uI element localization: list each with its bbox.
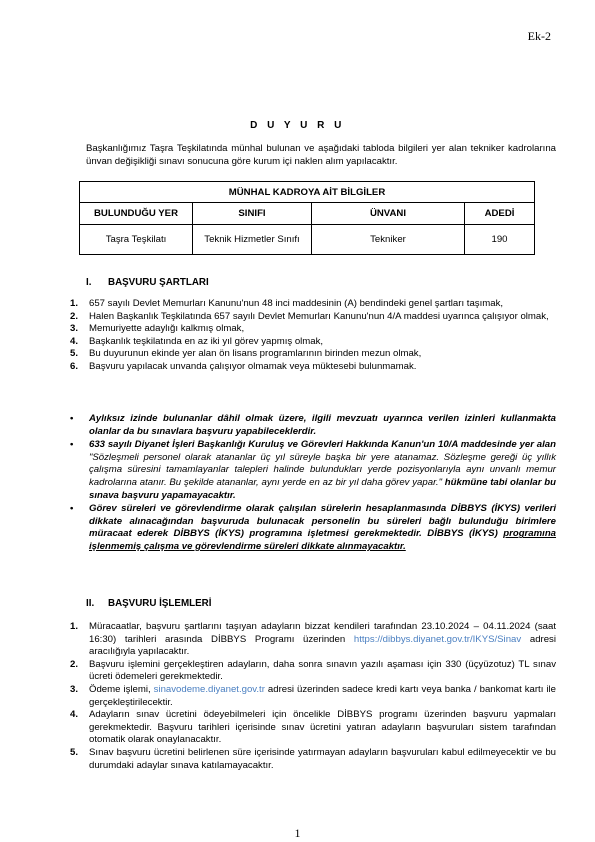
list-item: • 633 sayılı Diyanet İşleri Başkanlığı Kuruluş ve Görevleri Hakkında Kanun'un 10/A maddesinde yer alan "Sözleşmeli personel olarak atananlar üç yıl süreyle başka bir yere atanamaz. Sözleşme gereği üç yıllık çalışma süresini tamamlayanlar talepleri halinde bulundukları yerde pozisyonlarıyla aynı unvanlı memur kadrolarına atanır. Bu şekilde atananlar, aynı yerde en az bir yıl daha görev yapar." hükmüne tabi olanlar bu sınava başvuru yapamayacaktır.: [70, 439, 556, 501]
table-caption: MÜNHAL KADROYA AİT BİLGİLER: [80, 182, 535, 203]
list-item: 4. Adayların sınav ücretini ödeyebilmeleri için öncelikle DİBBYS programı üzerinden başvuru yapmaları gerekmektedir. Başvuru tarihleri içerisinde sınav ücretini yatıran adayların başvuruları sistem tarafından otomatik olarak onaylanacaktır.: [70, 709, 556, 746]
section-title: BAŞVURU ŞARTLARI: [108, 277, 209, 288]
dibbys-link[interactable]: https://dibbys.diyanet.gov.tr/IKYS/Sinav: [353, 633, 522, 645]
list-item: 1. 657 sayılı Devlet Memurları Kanunu'nun 48 inci maddesinin (A) bendindeki genel şartları taşımak,: [70, 298, 504, 309]
list-item: 5. Bu duyurunun ekinde yer alan ön lisans programlarının birinden mezun olmak,: [70, 348, 422, 360]
cell-class: Teknik Hizmetler Sınıfı: [193, 225, 312, 255]
list-item: 1. Müracaatlar, başvuru şartlarını taşıyan adayların bizzat kendileri tarafından 23.10.2024 – 04.11.2024 (saat 16:30) tarihleri arasında DİBBYS Programı üzerinden https://dibbys.diyanet.gov.tr/IKYS/Sinav adresi aracılığıyla yapılacaktır.: [70, 621, 556, 658]
header-count: ADEDİ: [465, 203, 535, 225]
payment-link[interactable]: sinavodeme.diyanet.gov.tr: [153, 683, 265, 695]
list-item: 5. Sınav başvuru ücretini belirlenen süre içerisinde yatırmayan adayların başvuruları kabul edilmeyecektir ve bu durumdaki adaylar sınava katılamayacaktır.: [70, 746, 556, 771]
page-title: D U Y U R U: [250, 120, 345, 131]
header-title: ÜNVANI: [312, 203, 465, 225]
notes-list: [70, 413, 556, 555]
list-item: • Aylıksız izinde bulunanlar dâhil olmak üzere, ilgili mevzuatı uyarınca verilen izinleri kullanmakta olanlar da bu sınavlara başvuru yapabileceklerdir.: [70, 413, 556, 437]
table-row: [80, 225, 535, 255]
cell-count: 190: [465, 225, 535, 255]
section-heading-1: [86, 277, 209, 288]
list-item: • Görev süreleri ve görevlendirme olarak çalışılan sürelerin hesaplanmasında DİBBYS (İKYS) verileri dikkate alınacağından başvuruda bulunacak personelin bu süreleri bağlı bulunduğu birimlere müracaat ederek DİBBYS (İKYS) programına işletmesi gerekmektedir. DİBBYS (İKYS) programına işlenmemiş çalışma ve görevlendirme süreleri dikkate alınmayacaktır.: [70, 503, 557, 552]
header-location: BULUNDUĞU YER: [80, 203, 193, 225]
cell-title: Tekniker: [312, 225, 465, 255]
section-number: II.: [86, 598, 95, 609]
list-item: 2. Halen Başkanlık Teşkilatında 657 sayılı Devlet Memurları Kanunu'nun 4/A maddesi uyarınca çalışıyor olmak,: [70, 310, 549, 322]
list-item: 3. Memuriyette adaylığı kalkmış olmak,: [70, 323, 245, 335]
intro-paragraph: Başkanlığımız Taşra Teşkilatında münhal bulunan ve aşağıdaki tabloda bilgileri yer alan tekniker kadrolarına ünvan değişikliği sınavı sonucuna göre kurum içi naklen alım yapılacaktır.: [86, 143, 556, 167]
list-item: 4. Başkanlık teşkilatında en az iki yıl görev yapmış olmak,: [70, 335, 324, 347]
page-number: 1: [294, 826, 301, 840]
requirements-list: [70, 298, 556, 374]
header-class: SINIFI: [193, 203, 312, 225]
cell-location: Taşra Teşkilatı: [80, 225, 193, 255]
section-title: BAŞVURU İŞLEMLERİ: [108, 598, 212, 609]
vacancy-table: [79, 181, 535, 255]
list-item: 6. Başvuru yapılacak unvanda çalışıyor olmamak veya müktesebi bulunmamak.: [70, 360, 417, 372]
annex-label: Ek-2: [527, 29, 551, 43]
section-heading-2: [86, 598, 211, 609]
list-item: 3. Ödeme işlemi, sinavodeme.diyanet.gov.tr adresi üzerinden sadece kredi kartı veya banka / bankomat kartı ile gerçekleştirilecektir.: [70, 683, 556, 708]
section-number: I.: [86, 277, 92, 288]
procedures-list: [70, 621, 556, 772]
list-item: 2. Başvuru işlemini gerçekleştiren adayların, daha sonra sınavın yazılı aşaması için 330 (üçyüzotuz) TL sınav ücreti ödemeleri gerekmektedir.: [70, 658, 556, 683]
